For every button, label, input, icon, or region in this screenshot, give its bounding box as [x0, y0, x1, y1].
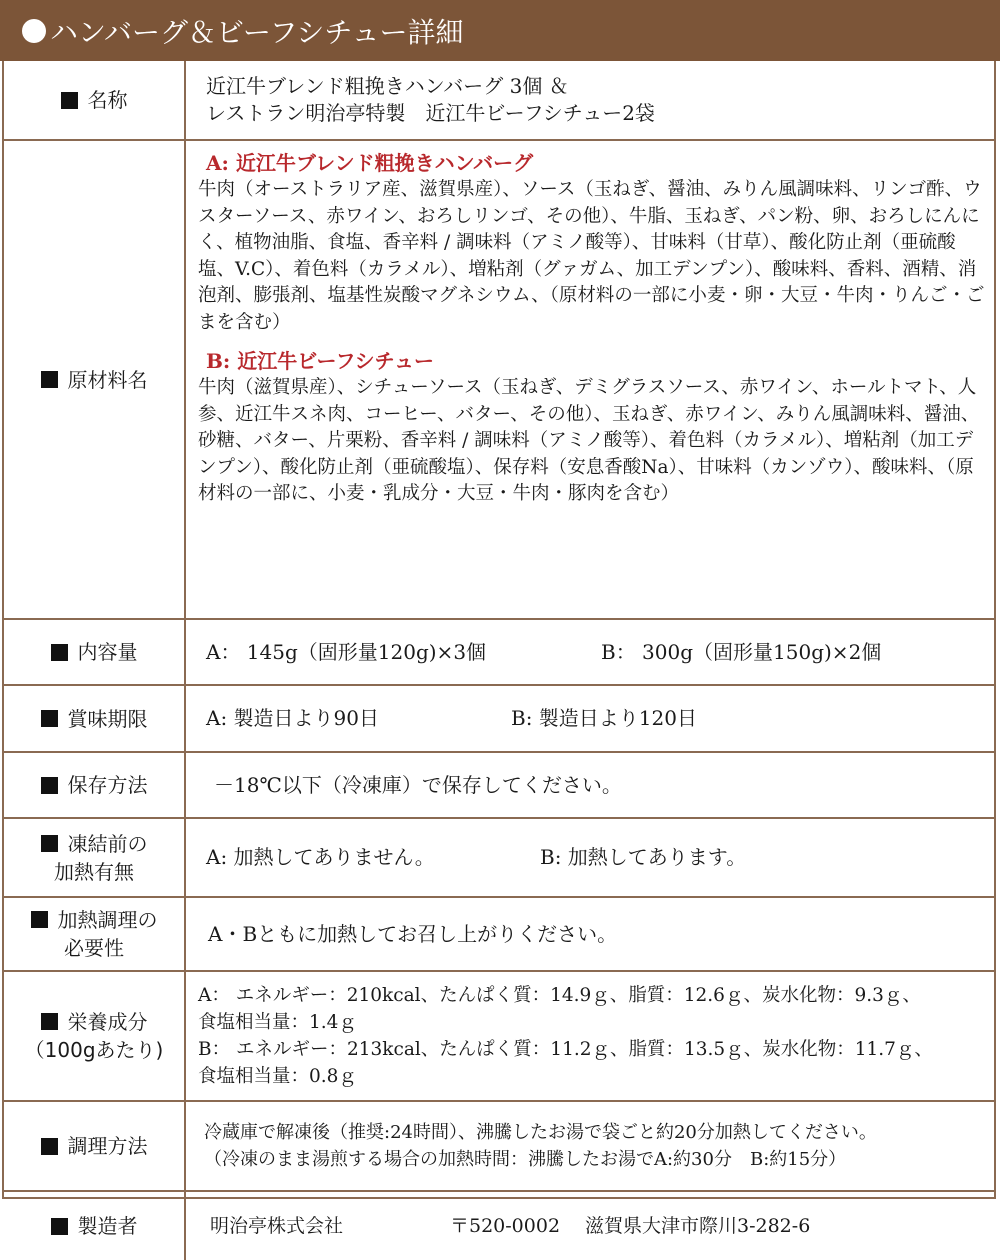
method-line2: （冷凍のまま湯煎する場合の加熱時間：沸騰したお湯でA:約30分 B:約15分）: [204, 1149, 847, 1170]
square-bullet-icon: [61, 92, 78, 109]
row-content: [4, 618, 994, 684]
ingredients-b-title: B: 近江牛ビーフシチュー: [206, 349, 435, 373]
square-bullet-icon: [31, 911, 48, 928]
maker-postal: 〒520-0002: [450, 1214, 561, 1237]
page-title: ハンバーグ＆ビーフシチュー詳細: [50, 15, 464, 49]
square-bullet-icon: [41, 371, 58, 388]
ingredients-b-text: 牛肉（滋賀県産）、シチューソース（玉ねぎ、デミグラスソース、赤ワイン、ホールトマト、人参、近江牛スネ肉、コーヒー、バター、その他）、玉ねぎ、赤ワイン、みりん風調味料、醤油、砂糖、バター、片栗粉、香辛料 / 調味料（アミノ酸等）、着色料（カラメル）、増粘剤（加工デンプン）、酸化防止剤（亜硫酸塩）、保存料（安息香酸Na）、甘味料（カンゾウ）、酸味料、（原材料の一部に、小麦・乳成分・大豆・牛肉・豚肉を含む）: [198, 377, 980, 504]
preheat-a: A: 加熱してありません。: [206, 845, 435, 869]
content-a: A： 145g（固形量120g)×3個: [206, 639, 487, 664]
ingredients-a-text: 牛肉（オーストラリア産、滋賀県産）、ソース（玉ねぎ、醤油、みりん風調味料、リンゴ酢、ウスターソース、赤ワイン、おろしリンゴ、その他）、牛脂、玉ねぎ、パン粉、卵、おろしにんにく、植物油脂、食塩、香辛料 / 調味料（アミノ酸等）、甘味料（甘草）、酸化防止剤（亜硫酸塩、V.C）、着色料（カラメル）、増粘剤（グァガム、加工デンプン）、酸味料、香料、酒精、消泡剤、膨張剤、塩基性炭酸マグネシウム、（原材料の一部に小麦・卵・大豆・牛肉・りんご・ごまを含む）: [198, 179, 985, 333]
row-ingredients: [4, 139, 994, 618]
row-name-label-cell: [4, 61, 186, 139]
method-line1: 冷蔵庫で解凍後（推奨:24時間）、沸騰したお湯で袋ごと約20分加熱してください。: [204, 1122, 877, 1143]
square-bullet-icon: [51, 644, 68, 661]
maker-address: 滋賀県大津市際川3-282-6: [585, 1214, 811, 1237]
row-cooking-need-label-cell: [4, 898, 186, 970]
row-cooking-need-value: [186, 898, 994, 970]
row-label-line1: 栄養成分: [67, 1010, 148, 1034]
row-maker-label-cell: [4, 1192, 186, 1260]
nutrition-a-line2: 食塩相当量：1.4ｇ: [198, 1012, 357, 1033]
row-expiry-value: [186, 686, 994, 751]
row-maker: [4, 1190, 994, 1260]
cooking-need-text: A・Bともに加熱してお召し上がりください。: [208, 921, 618, 946]
square-bullet-icon: [51, 1218, 68, 1235]
row-label-line2: 必要性: [64, 936, 124, 960]
square-bullet-icon: [41, 710, 58, 727]
row-label: 賞味期限: [67, 706, 148, 731]
details-table: [2, 61, 996, 1238]
row-content-value: [186, 620, 994, 684]
row-label: 製造者: [77, 1214, 138, 1238]
row-name: [4, 61, 994, 139]
row-nutrition-value: [186, 972, 994, 1100]
row-label: 名称: [87, 88, 128, 112]
row-label: 原材料名: [67, 367, 148, 392]
row-expiry: [4, 684, 994, 751]
row-content-label-cell: [4, 620, 186, 684]
storage-text: －18℃以下（冷凍庫）で保存してください。: [214, 772, 622, 797]
row-cooking-need: [4, 896, 994, 970]
maker-company: 明治亭株式会社: [210, 1214, 344, 1237]
row-storage: [4, 751, 994, 817]
row-preheat: [4, 817, 994, 896]
row-label: 内容量: [77, 640, 138, 664]
circle-bullet-icon: [22, 19, 46, 43]
nutrition-b-line2: 食塩相当量：0.8ｇ: [198, 1066, 357, 1087]
expiry-a: A: 製造日より90日: [206, 706, 379, 730]
row-label-line1: 凍結前の: [67, 831, 148, 856]
nutrition-a-line1: A： エネルギー：210kcal、たんぱく質：14.9ｇ、脂質：12.6ｇ、炭水化物：9.3ｇ、: [198, 985, 921, 1006]
row-ingredients-value: [186, 141, 994, 618]
row-expiry-label-cell: [4, 686, 186, 751]
row-method-value: [186, 1102, 994, 1190]
row-maker-value: [186, 1192, 994, 1260]
page-header: [0, 0, 1000, 61]
row-ingredients-label-cell: [4, 141, 186, 618]
row-nutrition-label-cell: [4, 972, 186, 1100]
product-name-line2: レストラン明治亭特製 近江牛ビーフシチュー2袋: [206, 101, 655, 125]
row-nutrition: [4, 970, 994, 1100]
nutrition-b-line1: B： エネルギー：213kcal、たんぱく質：11.2ｇ、脂質：13.5ｇ、炭水化物：11.7ｇ、: [198, 1039, 933, 1060]
row-storage-value: [186, 753, 994, 817]
ingredients-a-title: A: 近江牛ブレンド粗挽きハンバーグ: [206, 151, 534, 175]
row-label: 調理方法: [67, 1134, 148, 1158]
expiry-b: B: 製造日より120日: [511, 706, 697, 730]
row-label-line2: （100gあたり): [24, 1038, 164, 1062]
row-method: [4, 1100, 994, 1190]
row-label: 保存方法: [67, 773, 148, 797]
row-storage-label-cell: [4, 753, 186, 817]
square-bullet-icon: [41, 1138, 58, 1155]
square-bullet-icon: [41, 835, 58, 852]
square-bullet-icon: [41, 1013, 58, 1030]
row-preheat-value: [186, 819, 994, 896]
row-label-line1: 加熱調理の: [57, 908, 158, 932]
product-name-line1: 近江牛ブレンド粗挽きハンバーグ 3個 ＆: [206, 74, 569, 98]
row-preheat-label-cell: [4, 819, 186, 896]
row-label-line2: 加熱有無: [54, 859, 134, 884]
square-bullet-icon: [41, 777, 58, 794]
row-method-label-cell: [4, 1102, 186, 1190]
content-b: B： 300g（固形量150g)×2個: [601, 639, 882, 664]
preheat-b: B: 加熱してあります。: [540, 845, 747, 869]
row-name-value: [186, 61, 994, 139]
